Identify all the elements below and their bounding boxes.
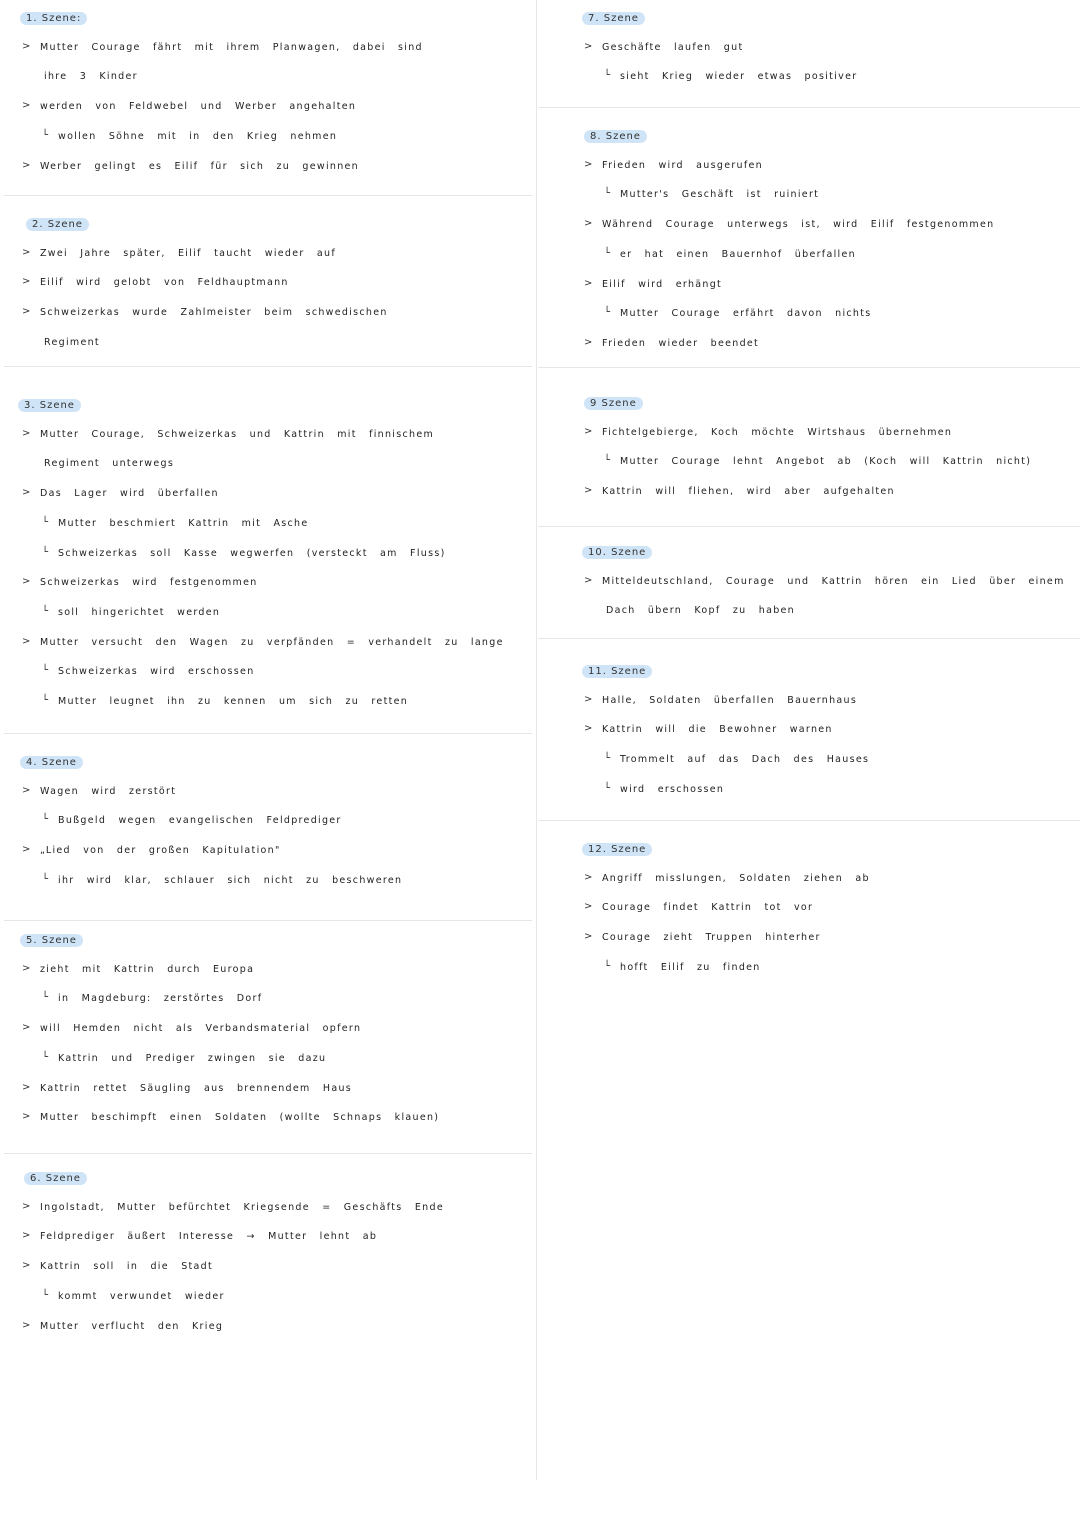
- bullet-arrow-icon: >: [584, 277, 593, 289]
- note-line: Kattrin will fliehen, wird aber aufgehalten: [602, 486, 895, 498]
- note-line: werden von Feldwebel und Werber angehalten: [40, 101, 357, 113]
- note-line: Mutter verflucht den Krieg: [40, 1320, 224, 1332]
- section-divider: [538, 526, 1080, 527]
- bullet-arrow-icon: >: [584, 485, 593, 497]
- scene-heading: 6. Szene: [24, 1172, 87, 1185]
- note-line: Geschäfte laufen gut: [602, 41, 744, 53]
- note-line: Mutter beschimpft einen Soldaten (wollte Schnaps klauen): [40, 1112, 440, 1124]
- sub-arrow-icon: └: [604, 455, 611, 467]
- scene-heading: 3. Szene: [18, 399, 81, 412]
- sub-arrow-icon: └: [604, 960, 611, 972]
- note-line: Mutter leugnet ihn zu kennen um sich zu retten: [58, 696, 409, 707]
- bullet-arrow-icon: >: [584, 336, 593, 348]
- note-line: Frieden wieder beendet: [602, 337, 760, 349]
- bullet-arrow-icon: >: [584, 158, 593, 170]
- bullet-arrow-icon: >: [584, 901, 593, 913]
- note-line: Mutter Courage lehnt Angebot ab (Koch will Kattrin nicht): [620, 456, 1032, 468]
- bullet-arrow-icon: >: [22, 427, 31, 439]
- bullet-arrow-icon: >: [22, 276, 31, 288]
- note-line: Trommelt auf das Dach des Hauses: [620, 754, 870, 766]
- note-line: Regiment unterwegs: [44, 458, 175, 470]
- note-line: Halle, Soldaten überfallen Bauernhaus: [602, 694, 858, 706]
- sub-arrow-icon: └: [42, 992, 49, 1004]
- bullet-arrow-icon: >: [22, 962, 31, 974]
- note-line: Fichtelgebierge, Koch möchte Wirtshaus übernehmen: [602, 426, 953, 438]
- bullet-arrow-icon: >: [22, 1230, 31, 1242]
- note-line: Frieden wird ausgerufen: [602, 159, 763, 171]
- section-divider: [4, 1153, 532, 1154]
- note-line: ihr wird klar, schlauer sich nicht zu beschweren: [58, 874, 403, 886]
- scene-heading: 10. Szene: [582, 546, 652, 559]
- note-line: soll hingerichtet werden: [58, 606, 221, 618]
- sub-arrow-icon: └: [604, 247, 611, 259]
- bullet-arrow-icon: >: [22, 844, 31, 856]
- sub-arrow-icon: └: [42, 814, 49, 826]
- note-line: Während Courage unterwegs ist, wird Eilif festgenommen: [602, 219, 995, 231]
- note-line: Mutter Courage fährt mit ihrem Planwagen, dabei sind: [40, 41, 423, 53]
- note-line: Schweizerkas wird festgenommen: [40, 577, 258, 589]
- scene-heading: 5. Szene: [20, 934, 83, 947]
- bullet-arrow-icon: >: [22, 306, 31, 318]
- bullet-arrow-icon: >: [22, 1111, 31, 1123]
- section-divider: [4, 366, 532, 367]
- note-line: Courage findet Kattrin tot vor: [602, 902, 814, 914]
- note-line: er hat einen Bauernhof überfallen: [620, 248, 856, 260]
- section-divider: [4, 920, 532, 921]
- sub-arrow-icon: └: [42, 516, 49, 528]
- note-line: Feldprediger äußert Interesse → Mutter lehnt ab: [40, 1231, 378, 1243]
- note-line: ihre 3 Kinder: [44, 71, 138, 83]
- note-line: „Lied von der großen Kapitulation": [40, 845, 281, 857]
- note-line: Kattrin und Prediger zwingen sie dazu: [58, 1052, 327, 1064]
- scene-heading: 7. Szene: [582, 12, 645, 25]
- sub-arrow-icon: └: [42, 665, 49, 677]
- bullet-arrow-icon: >: [22, 487, 31, 499]
- sub-arrow-icon: └: [42, 1289, 49, 1301]
- note-line: Kattrin soll in die Stadt: [40, 1261, 214, 1273]
- scene-heading: 11. Szene: [582, 665, 652, 678]
- scene-heading: 9 Szene: [584, 397, 643, 410]
- note-line: wird erschossen: [620, 783, 725, 795]
- note-line: Schweizerkas soll Kasse wegwerfen (versteckt am Fluss): [58, 547, 446, 559]
- column-divider: [536, 0, 537, 1480]
- note-line: sieht Krieg wieder etwas positiver: [620, 71, 858, 83]
- note-line: Mutter's Geschäft ist ruiniert: [620, 189, 820, 201]
- note-line: will Hemden nicht als Verbandsmaterial opfern: [40, 1023, 362, 1035]
- note-line: Wagen wird zerstört: [40, 785, 177, 797]
- note-line: Kattrin will die Bewohner warnen: [602, 724, 833, 736]
- section-divider: [538, 638, 1080, 639]
- note-line: zieht mit Kattrin durch Europa: [40, 963, 255, 975]
- section-divider: [4, 195, 532, 196]
- sub-arrow-icon: └: [42, 873, 49, 885]
- bullet-arrow-icon: >: [584, 931, 593, 943]
- note-line: in Magdeburg: zerstörtes Dorf: [58, 993, 263, 1005]
- sub-arrow-icon: └: [42, 1051, 49, 1063]
- sub-arrow-icon: └: [604, 782, 611, 794]
- scene-heading: 4. Szene: [20, 756, 83, 769]
- bullet-arrow-icon: >: [584, 218, 593, 230]
- note-line: Mutter Courage erfährt davon nichts: [620, 308, 872, 320]
- bullet-arrow-icon: >: [584, 871, 593, 883]
- sub-arrow-icon: └: [42, 546, 49, 558]
- bullet-arrow-icon: >: [584, 693, 593, 705]
- note-line: Mutter Courage, Schweizerkas und Kattrin mit finnischem: [40, 428, 435, 440]
- note-line: Courage zieht Truppen hinterher: [602, 932, 821, 944]
- note-line: Das Lager wird überfallen: [40, 488, 219, 500]
- bullet-arrow-icon: >: [22, 784, 31, 796]
- note-line: Dach übern Kopf zu haben: [606, 605, 796, 617]
- note-line: Eilif wird erhängt: [602, 278, 723, 290]
- sub-arrow-icon: └: [604, 307, 611, 319]
- bullet-arrow-icon: >: [22, 1200, 31, 1212]
- note-line: Eilif wird gelobt von Feldhauptmann: [40, 277, 289, 289]
- note-line: Angriff misslungen, Soldaten ziehen ab: [602, 872, 870, 884]
- bullet-arrow-icon: >: [22, 100, 31, 112]
- note-line: Schweizerkas wird erschossen: [58, 666, 255, 678]
- bullet-arrow-icon: >: [22, 1319, 31, 1331]
- note-line: Ingolstadt, Mutter befürchtet Kriegsende = Geschäfts Ende: [40, 1201, 444, 1213]
- note-line: wollen Söhne mit in den Krieg nehmen: [58, 130, 338, 142]
- section-divider: [538, 107, 1080, 108]
- bullet-arrow-icon: >: [584, 574, 593, 586]
- bullet-arrow-icon: >: [22, 1022, 31, 1034]
- bullet-arrow-icon: >: [22, 1081, 31, 1093]
- note-line: Mitteldeutschland, Courage und Kattrin hören ein Lied über einem: [602, 575, 1065, 587]
- sub-arrow-icon: └: [42, 695, 49, 706]
- note-line: Regiment: [44, 336, 100, 348]
- note-line: Zwei Jahre später, Eilif taucht wieder auf: [40, 247, 336, 259]
- sub-arrow-icon: └: [604, 188, 611, 200]
- note-line: Mutter beschmiert Kattrin mit Asche: [58, 517, 309, 529]
- note-line: hofft Eilif zu finden: [620, 961, 761, 973]
- bullet-arrow-icon: >: [22, 159, 31, 171]
- bullet-arrow-icon: >: [584, 425, 593, 437]
- bullet-arrow-icon: >: [584, 40, 593, 52]
- bullet-arrow-icon: >: [22, 1260, 31, 1272]
- bullet-arrow-icon: >: [22, 40, 31, 52]
- note-line: Werber gelingt es Eilif für sich zu gewinnen: [40, 160, 359, 172]
- scene-heading: 8. Szene: [584, 130, 647, 143]
- sub-arrow-icon: └: [604, 753, 611, 765]
- section-divider: [4, 733, 532, 734]
- bullet-arrow-icon: >: [22, 246, 31, 258]
- note-line: Schweizerkas wurde Zahlmeister beim schwedischen: [40, 307, 388, 319]
- section-divider: [538, 820, 1080, 821]
- bullet-arrow-icon: >: [22, 576, 31, 588]
- note-line: Mutter versucht den Wagen zu verpfänden = verhandelt zu lange: [40, 636, 504, 648]
- scene-heading: 12. Szene: [582, 843, 652, 856]
- scene-heading: 1. Szene:: [20, 12, 87, 25]
- sub-arrow-icon: └: [42, 605, 49, 617]
- scene-heading: 2. Szene: [26, 218, 89, 231]
- section-divider: [538, 367, 1080, 368]
- note-line: kommt verwundet wieder: [58, 1290, 225, 1302]
- bullet-arrow-icon: >: [22, 635, 31, 647]
- note-line: Bußgeld wegen evangelischen Feldprediger: [58, 815, 342, 827]
- sub-arrow-icon: └: [42, 129, 49, 141]
- note-line: Kattrin rettet Säugling aus brennendem Haus: [40, 1082, 353, 1094]
- sub-arrow-icon: └: [604, 70, 611, 82]
- bullet-arrow-icon: >: [584, 723, 593, 735]
